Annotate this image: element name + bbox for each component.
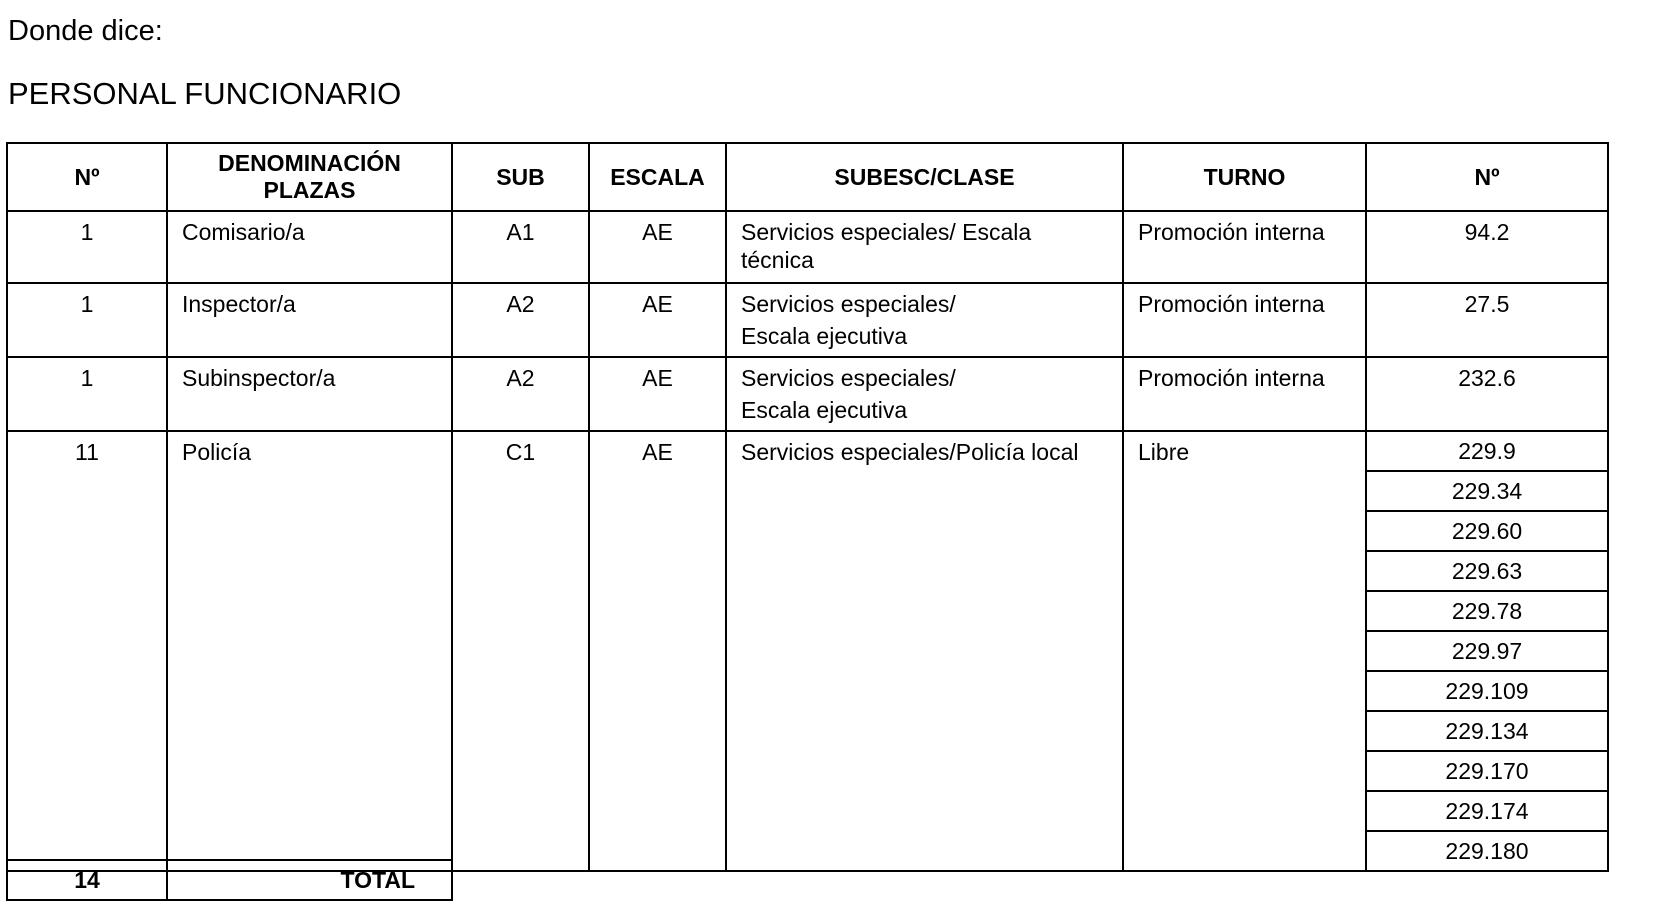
row-denominacion: Policía (167, 431, 452, 871)
row-escala: AE (589, 357, 726, 431)
row-num: 1 (7, 357, 167, 431)
row-turno: Promoción interna (1123, 357, 1366, 431)
row-escala: AE (589, 431, 726, 871)
row-num: 1 (7, 283, 167, 357)
total-table (6, 859, 453, 901)
row-plaza: 27.5 (1366, 283, 1608, 357)
total-count: 14 (7, 860, 167, 900)
row-num: 11 (7, 431, 167, 871)
header-denominacion (167, 143, 452, 211)
header-plaza-num: Nº (1366, 143, 1608, 211)
row-num: 1 (7, 211, 167, 283)
header-sub: SUB (452, 143, 589, 211)
header-denominacion-line1: DENOMINACIÓN (218, 150, 401, 176)
row-subesc (726, 211, 1123, 283)
row-denominacion: Comisario/a (167, 211, 452, 283)
row-plaza: 229.109 (1366, 671, 1608, 711)
row-plaza: 229.78 (1366, 591, 1608, 631)
row-denominacion: Subinspector/a (167, 357, 452, 431)
row-plaza: 229.63 (1366, 551, 1608, 591)
row-plaza: 229.9 (1366, 431, 1608, 471)
row-plaza: 229.97 (1366, 631, 1608, 671)
row-subesc-line2: técnica (741, 247, 814, 273)
row-sub: A2 (452, 283, 589, 357)
row-sub: A2 (452, 357, 589, 431)
header-denominacion-line2: PLAZAS (263, 177, 356, 203)
section-title: PERSONAL FUNCIONARIO (8, 76, 402, 111)
total-row (7, 860, 452, 900)
table-header-row (7, 143, 1608, 211)
table-row (7, 283, 1608, 357)
row-plaza: 229.60 (1366, 511, 1608, 551)
row-turno: Promoción interna (1123, 211, 1366, 283)
header-escala: ESCALA (589, 143, 726, 211)
row-subesc-line1: Servicios especiales/ (741, 365, 956, 391)
row-subesc-line2: Escala ejecutiva (741, 397, 908, 423)
row-subesc (726, 283, 1123, 357)
row-subesc-line1: Servicios especiales/ Escala (741, 219, 1032, 245)
row-escala: AE (589, 211, 726, 283)
table-row (7, 357, 1608, 431)
row-plaza: 229.180 (1366, 831, 1608, 871)
row-plaza: 232.6 (1366, 357, 1608, 431)
table-row (7, 211, 1608, 283)
row-turno: Libre (1123, 431, 1366, 871)
row-subesc: Servicios especiales/Policía local (726, 431, 1123, 871)
header-subesc: SUBESC/CLASE (726, 143, 1123, 211)
header-num: Nº (7, 143, 167, 211)
row-plaza: 229.174 (1366, 791, 1608, 831)
row-escala: AE (589, 283, 726, 357)
table-row (7, 431, 1608, 471)
total-label: TOTAL (167, 860, 452, 900)
row-denominacion: Inspector/a (167, 283, 452, 357)
row-subesc (726, 357, 1123, 431)
row-plaza: 229.134 (1366, 711, 1608, 751)
personnel-table (6, 142, 1609, 872)
row-sub: C1 (452, 431, 589, 871)
row-plaza: 229.170 (1366, 751, 1608, 791)
row-sub: A1 (452, 211, 589, 283)
row-turno: Promoción interna (1123, 283, 1366, 357)
intro-text: Donde dice: (8, 15, 163, 47)
row-plaza: 229.34 (1366, 471, 1608, 511)
header-turno: TURNO (1123, 143, 1366, 211)
row-subesc-line2: Escala ejecutiva (741, 323, 908, 349)
row-subesc-line1: Servicios especiales/ (741, 291, 956, 317)
row-plaza: 94.2 (1366, 211, 1608, 283)
